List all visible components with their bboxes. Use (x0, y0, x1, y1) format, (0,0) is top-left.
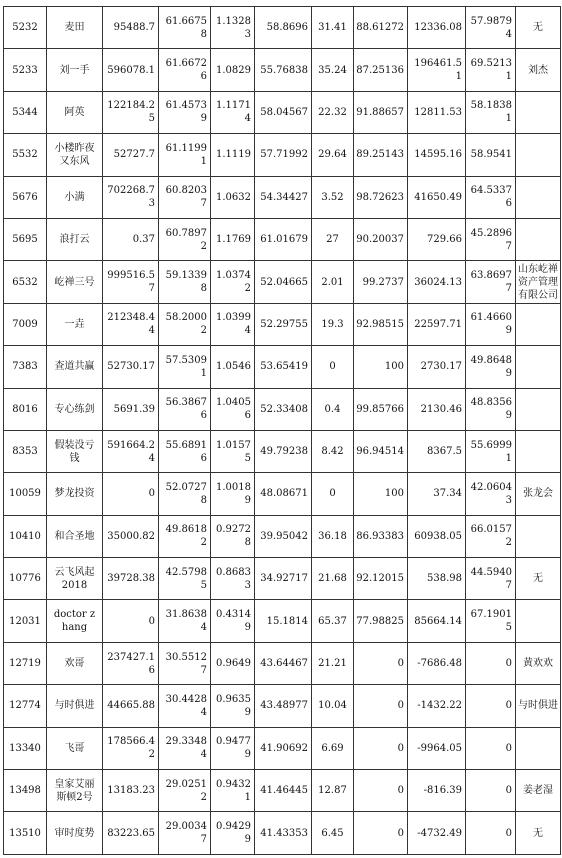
cell-value-3: 1.11714 (211, 91, 255, 133)
cell-value-3: 0.94321 (211, 770, 255, 812)
cell-value-5: 0 (312, 346, 354, 388)
cell-value-8: 64.53376 (466, 176, 516, 218)
cell-value-3: 0.94779 (211, 727, 255, 769)
cell-value-1: 5691.39 (103, 388, 159, 430)
cell-id: 8016 (4, 388, 47, 430)
cell-value-8: 44.59407 (466, 558, 516, 600)
cell-value-6: 86.93383 (354, 515, 408, 557)
cell-value-1: 596078.1 (103, 49, 159, 91)
cell-value-4: 53.65419 (255, 346, 312, 388)
cell-value-6: 96.94514 (354, 430, 408, 472)
cell-value-1: 39728.38 (103, 558, 159, 600)
cell-value-2: 56.38676 (159, 388, 211, 430)
cell-note: 与时俱进 (516, 685, 561, 727)
cell-name: 小楼昨夜又东风 (47, 134, 103, 176)
cell-name: doctor zhang (47, 600, 103, 642)
cell-value-5: 3.52 (312, 176, 354, 218)
cell-value-4: 54.34427 (255, 176, 312, 218)
cell-value-2: 58.20002 (159, 303, 211, 345)
cell-value-6: 0 (354, 727, 408, 769)
table-row (4, 685, 561, 727)
cell-note: 无 (516, 7, 561, 49)
cell-value-1: 44665.88 (103, 685, 159, 727)
cell-value-4: 58.04567 (255, 91, 312, 133)
cell-id: 13498 (4, 770, 47, 812)
table-row (4, 388, 561, 430)
cell-value-4: 41.46445 (255, 770, 312, 812)
cell-value-5: 10.04 (312, 685, 354, 727)
cell-value-1: 95488.7 (103, 7, 159, 49)
cell-note (516, 515, 561, 557)
cell-value-6: 100 (354, 346, 408, 388)
table-row (4, 600, 561, 642)
cell-value-3: 1.03994 (211, 303, 255, 345)
cell-value-3: 1.0632 (211, 176, 255, 218)
cell-value-3: 0.9649 (211, 642, 255, 684)
table-row (4, 727, 561, 769)
table-row (4, 770, 561, 812)
cell-value-2: 61.66726 (159, 49, 211, 91)
cell-value-5: 21.21 (312, 642, 354, 684)
cell-note: 黄欢欢 (516, 642, 561, 684)
cell-id: 5695 (4, 218, 47, 260)
cell-value-3: 1.00189 (211, 473, 255, 515)
cell-value-2: 55.68916 (159, 430, 211, 472)
cell-value-2: 59.13398 (159, 261, 211, 303)
cell-name: 查道共赢 (47, 346, 103, 388)
cell-name: 屹禅三号 (47, 261, 103, 303)
cell-value-1: 122184.25 (103, 91, 159, 133)
cell-value-7: 37.34 (408, 473, 466, 515)
cell-id: 5532 (4, 134, 47, 176)
cell-value-3: 1.13283 (211, 7, 255, 49)
cell-value-1: 35000.82 (103, 515, 159, 557)
cell-value-5: 31.41 (312, 7, 354, 49)
cell-value-6: 92.12015 (354, 558, 408, 600)
cell-value-4: 61.01679 (255, 218, 312, 260)
cell-name: 审时度势 (47, 812, 103, 854)
cell-value-8: 58.9541 (466, 134, 516, 176)
cell-note (516, 218, 561, 260)
cell-note: 姜老湿 (516, 770, 561, 812)
cell-value-1: 83223.65 (103, 812, 159, 854)
cell-value-8: 69.52131 (466, 49, 516, 91)
cell-value-3: 0.86833 (211, 558, 255, 600)
cell-value-2: 61.45739 (159, 91, 211, 133)
cell-name: 云飞风起2018 (47, 558, 103, 600)
cell-name: 梦龙投资 (47, 473, 103, 515)
cell-value-4: 52.04665 (255, 261, 312, 303)
cell-name: 一垚 (47, 303, 103, 345)
cell-value-6: 0 (354, 685, 408, 727)
table-row (4, 515, 561, 557)
cell-value-7: 60938.05 (408, 515, 466, 557)
cell-value-5: 0.4 (312, 388, 354, 430)
cell-value-2: 61.66758 (159, 7, 211, 49)
cell-value-5: 19.3 (312, 303, 354, 345)
table-row (4, 346, 561, 388)
cell-note (516, 600, 561, 642)
cell-value-4: 58.8696 (255, 7, 312, 49)
cell-name: 小满 (47, 176, 103, 218)
cell-value-7: 196461.51 (408, 49, 466, 91)
cell-value-5: 35.24 (312, 49, 354, 91)
cell-value-3: 1.04056 (211, 388, 255, 430)
cell-note (516, 134, 561, 176)
cell-value-3: 1.1119 (211, 134, 255, 176)
cell-name: 与时俱进 (47, 685, 103, 727)
cell-value-7: -1432.22 (408, 685, 466, 727)
cell-value-8: 42.06043 (466, 473, 516, 515)
cell-value-6: 99.85766 (354, 388, 408, 430)
cell-value-1: 52730.17 (103, 346, 159, 388)
cell-note: 山东屹禅资产管理有限公司 (516, 261, 561, 303)
cell-id: 5232 (4, 7, 47, 49)
cell-value-8: 58.18381 (466, 91, 516, 133)
cell-value-8: 61.46609 (466, 303, 516, 345)
cell-value-1: 212348.44 (103, 303, 159, 345)
cell-id: 12719 (4, 642, 47, 684)
cell-value-2: 29.33484 (159, 727, 211, 769)
cell-value-8: 0 (466, 685, 516, 727)
cell-value-2: 30.44284 (159, 685, 211, 727)
cell-value-6: 89.25143 (354, 134, 408, 176)
cell-value-6: 77.98825 (354, 600, 408, 642)
cell-value-3: 0.96359 (211, 685, 255, 727)
cell-value-8: 55.69991 (466, 430, 516, 472)
cell-id: 13340 (4, 727, 47, 769)
cell-value-6: 0 (354, 812, 408, 854)
cell-note (516, 727, 561, 769)
cell-value-2: 52.07278 (159, 473, 211, 515)
cell-name: 欢哥 (47, 642, 103, 684)
cell-note (516, 176, 561, 218)
cell-id: 12031 (4, 600, 47, 642)
cell-value-6: 87.25136 (354, 49, 408, 91)
cell-value-4: 43.48977 (255, 685, 312, 727)
cell-value-8: 0 (466, 812, 516, 854)
cell-value-1: 237427.16 (103, 642, 159, 684)
cell-value-2: 60.82037 (159, 176, 211, 218)
cell-value-1: 0 (103, 473, 159, 515)
cell-note (516, 91, 561, 133)
cell-value-7: 2730.17 (408, 346, 466, 388)
cell-value-4: 55.76838 (255, 49, 312, 91)
cell-name: 麦田 (47, 7, 103, 49)
cell-value-8: 48.83569 (466, 388, 516, 430)
cell-value-4: 41.90692 (255, 727, 312, 769)
cell-value-4: 52.29755 (255, 303, 312, 345)
cell-value-7: 85664.14 (408, 600, 466, 642)
cell-value-1: 178566.42 (103, 727, 159, 769)
cell-value-6: 0 (354, 770, 408, 812)
cell-value-1: 0 (103, 600, 159, 642)
cell-name: 浪打云 (47, 218, 103, 260)
cell-value-5: 0 (312, 473, 354, 515)
cell-value-7: 729.66 (408, 218, 466, 260)
cell-value-2: 29.00347 (159, 812, 211, 854)
cell-id: 8353 (4, 430, 47, 472)
table-row (4, 49, 561, 91)
cell-value-4: 34.92717 (255, 558, 312, 600)
cell-value-1: 999516.57 (103, 261, 159, 303)
cell-value-8: 45.28967 (466, 218, 516, 260)
cell-value-1: 0.37 (103, 218, 159, 260)
cell-value-7: 2130.46 (408, 388, 466, 430)
cell-value-5: 29.64 (312, 134, 354, 176)
cell-value-8: 0 (466, 727, 516, 769)
cell-value-5: 6.69 (312, 727, 354, 769)
cell-value-7: -7686.48 (408, 642, 466, 684)
cell-value-4: 41.43353 (255, 812, 312, 854)
cell-value-2: 57.53091 (159, 346, 211, 388)
cell-value-8: 0 (466, 770, 516, 812)
cell-value-5: 12.87 (312, 770, 354, 812)
table-row (4, 473, 561, 515)
table-row (4, 91, 561, 133)
cell-value-1: 591664.24 (103, 430, 159, 472)
cell-value-2: 49.86182 (159, 515, 211, 557)
table-body (4, 7, 561, 855)
cell-id: 12774 (4, 685, 47, 727)
cell-id: 10410 (4, 515, 47, 557)
cell-value-7: 41650.49 (408, 176, 466, 218)
cell-value-8: 57.98794 (466, 7, 516, 49)
cell-value-4: 49.79238 (255, 430, 312, 472)
cell-value-5: 6.45 (312, 812, 354, 854)
cell-value-2: 31.86384 (159, 600, 211, 642)
cell-value-4: 52.33408 (255, 388, 312, 430)
table-row (4, 134, 561, 176)
cell-value-3: 1.03742 (211, 261, 255, 303)
cell-value-4: 43.64467 (255, 642, 312, 684)
cell-value-8: 66.01572 (466, 515, 516, 557)
cell-value-4: 39.95042 (255, 515, 312, 557)
cell-value-4: 48.08671 (255, 473, 312, 515)
cell-id: 10776 (4, 558, 47, 600)
cell-value-6: 92.98515 (354, 303, 408, 345)
table-row (4, 261, 561, 303)
cell-value-6: 99.2737 (354, 261, 408, 303)
cell-name: 刘一手 (47, 49, 103, 91)
cell-value-1: 13183.23 (103, 770, 159, 812)
cell-value-6: 100 (354, 473, 408, 515)
cell-value-5: 22.32 (312, 91, 354, 133)
cell-id: 5676 (4, 176, 47, 218)
cell-note: 刘杰 (516, 49, 561, 91)
cell-name: 飞哥 (47, 727, 103, 769)
cell-note: 张龙会 (516, 473, 561, 515)
table-row (4, 430, 561, 472)
cell-value-6: 90.20037 (354, 218, 408, 260)
ranking-table (3, 6, 561, 855)
cell-note (516, 430, 561, 472)
cell-value-7: 36024.13 (408, 261, 466, 303)
cell-note (516, 346, 561, 388)
cell-value-3: 1.0829 (211, 49, 255, 91)
cell-name: 专心练剑 (47, 388, 103, 430)
cell-name: 皇家艾丽斯顿2号 (47, 770, 103, 812)
cell-value-8: 49.86489 (466, 346, 516, 388)
cell-value-5: 2.01 (312, 261, 354, 303)
cell-value-3: 0.92728 (211, 515, 255, 557)
cell-value-8: 0 (466, 642, 516, 684)
cell-value-5: 36.18 (312, 515, 354, 557)
cell-value-5: 27 (312, 218, 354, 260)
cell-value-6: 98.72623 (354, 176, 408, 218)
cell-value-7: 12811.53 (408, 91, 466, 133)
cell-value-6: 88.61272 (354, 7, 408, 49)
cell-id: 7009 (4, 303, 47, 345)
cell-note: 无 (516, 558, 561, 600)
cell-id: 7383 (4, 346, 47, 388)
table-row (4, 642, 561, 684)
cell-value-2: 29.02512 (159, 770, 211, 812)
cell-name: 假装没亏钱 (47, 430, 103, 472)
cell-note (516, 388, 561, 430)
cell-id: 6532 (4, 261, 47, 303)
cell-value-1: 702268.73 (103, 176, 159, 218)
cell-value-7: -816.39 (408, 770, 466, 812)
cell-value-7: -9964.05 (408, 727, 466, 769)
cell-value-7: 14595.16 (408, 134, 466, 176)
cell-id: 5233 (4, 49, 47, 91)
cell-value-7: 12336.08 (408, 7, 466, 49)
cell-value-7: 538.98 (408, 558, 466, 600)
cell-value-3: 1.01575 (211, 430, 255, 472)
cell-value-6: 0 (354, 642, 408, 684)
cell-value-7: -4732.49 (408, 812, 466, 854)
cell-name: 阿英 (47, 91, 103, 133)
cell-value-8: 63.86977 (466, 261, 516, 303)
cell-note: 无 (516, 812, 561, 854)
cell-value-4: 57.71992 (255, 134, 312, 176)
cell-value-5: 65.37 (312, 600, 354, 642)
cell-id: 10059 (4, 473, 47, 515)
cell-value-2: 60.78972 (159, 218, 211, 260)
cell-value-3: 0.43149 (211, 600, 255, 642)
table-row (4, 558, 561, 600)
cell-value-3: 1.1769 (211, 218, 255, 260)
cell-value-7: 22597.71 (408, 303, 466, 345)
cell-value-5: 21.68 (312, 558, 354, 600)
cell-id: 13510 (4, 812, 47, 854)
cell-value-3: 1.0546 (211, 346, 255, 388)
cell-note (516, 303, 561, 345)
cell-value-2: 42.57985 (159, 558, 211, 600)
cell-value-1: 52727.7 (103, 134, 159, 176)
cell-value-6: 91.88657 (354, 91, 408, 133)
cell-value-2: 61.11991 (159, 134, 211, 176)
table-row (4, 7, 561, 49)
table-row (4, 176, 561, 218)
cell-value-3: 0.94299 (211, 812, 255, 854)
cell-id: 5344 (4, 91, 47, 133)
table-row (4, 218, 561, 260)
cell-value-5: 8.42 (312, 430, 354, 472)
table-row (4, 303, 561, 345)
cell-value-8: 67.19015 (466, 600, 516, 642)
cell-name: 和合圣地 (47, 515, 103, 557)
cell-value-2: 30.55127 (159, 642, 211, 684)
table-row (4, 812, 561, 854)
cell-value-7: 8367.5 (408, 430, 466, 472)
cell-value-4: 15.1814 (255, 600, 312, 642)
